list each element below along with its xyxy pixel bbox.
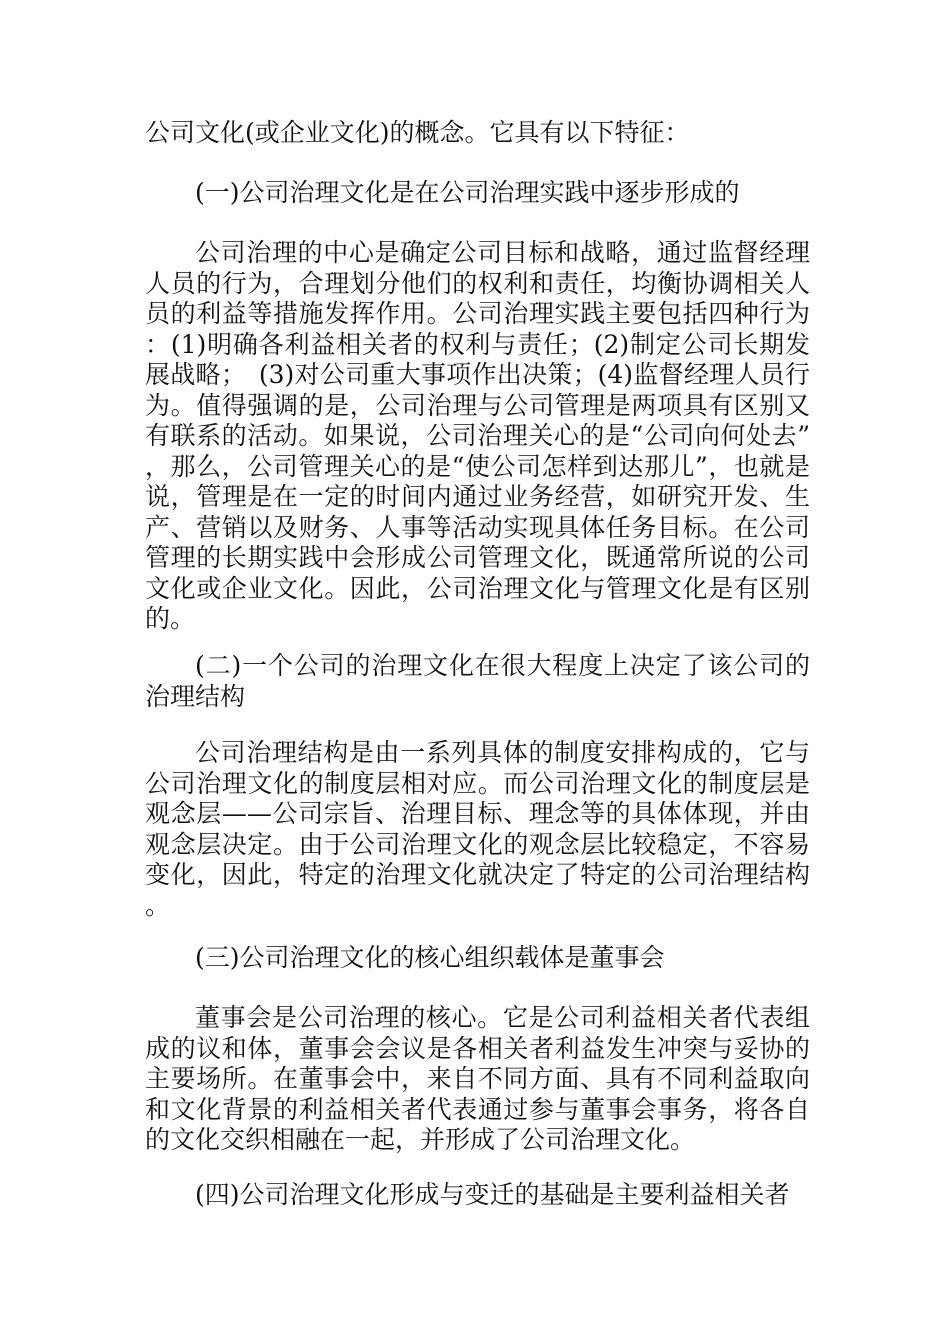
section-heading-4: (四)公司治理文化形成与变迁的基础是主要利益相关者 [195,1180,790,1209]
section-heading-1: (一)公司治理文化是在公司治理实践中逐步形成的 [195,178,740,207]
section-heading-3: (三)公司治理文化的核心组织载体是董事会 [195,943,665,972]
section-heading-2: (二)一个公司的治理文化在很大程度上决定了该公司的治理结构 [145,651,810,711]
body-paragraph-1: 公司治理的中心是确定公司目标和战略，通过监督经理人员的行为，合理划分他们的权利和责任，均衡协调相关人员的利益等措施发挥作用。公司治理实践主要包括四种行为：(1)明确各利益相关者的权利与责任；(2)制定公司长期发展战略； (3)对公司重大事项作出决策；(4)监督经理人员行为。值得强调的是，公司治理与公司管理是两项具有区别又有联系的活动。如果说，公司治理关心的是“公司向何处去”，那么，公司管理关心的是“使公司怎样到达那儿”，也就是说，管理是在一定的时间内通过业务经营，如研究开发、生产、营销以及财务、人事等活动实现具体任务目标。在公司管理的长期实践中会形成公司管理文化，既通常所说的公司文化或企业文化。因此，公司治理文化与管理文化是有区别的。 [145,238,810,633]
body-paragraph-3: 董事会是公司治理的核心。它是公司利益相关者代表组成的议和体，董事会会议是各相关者利益发生冲突与妥协的主要场所。在董事会中，来自不同方面、具有不同利益取向和文化背景的利益相关者代表通过参与董事会事务，将各自的文化交织相融在一起，并形成了公司治理文化。 [145,1003,810,1154]
intro-paragraph: 公司文化(或企业文化)的概念。它具有以下特征： [145,118,690,147]
body-paragraph-2: 公司治理结构是由一系列具体的制度安排构成的，它与公司治理文化的制度层相对应。而公司治理文化的制度层是观念层——公司宗旨、治理目标、理念等的具体体现，并由观念层决定。由于公司治理文化的观念层比较稳定，不容易变化，因此，特定的治理文化就决定了特定的公司治理结构。 [145,738,810,920]
